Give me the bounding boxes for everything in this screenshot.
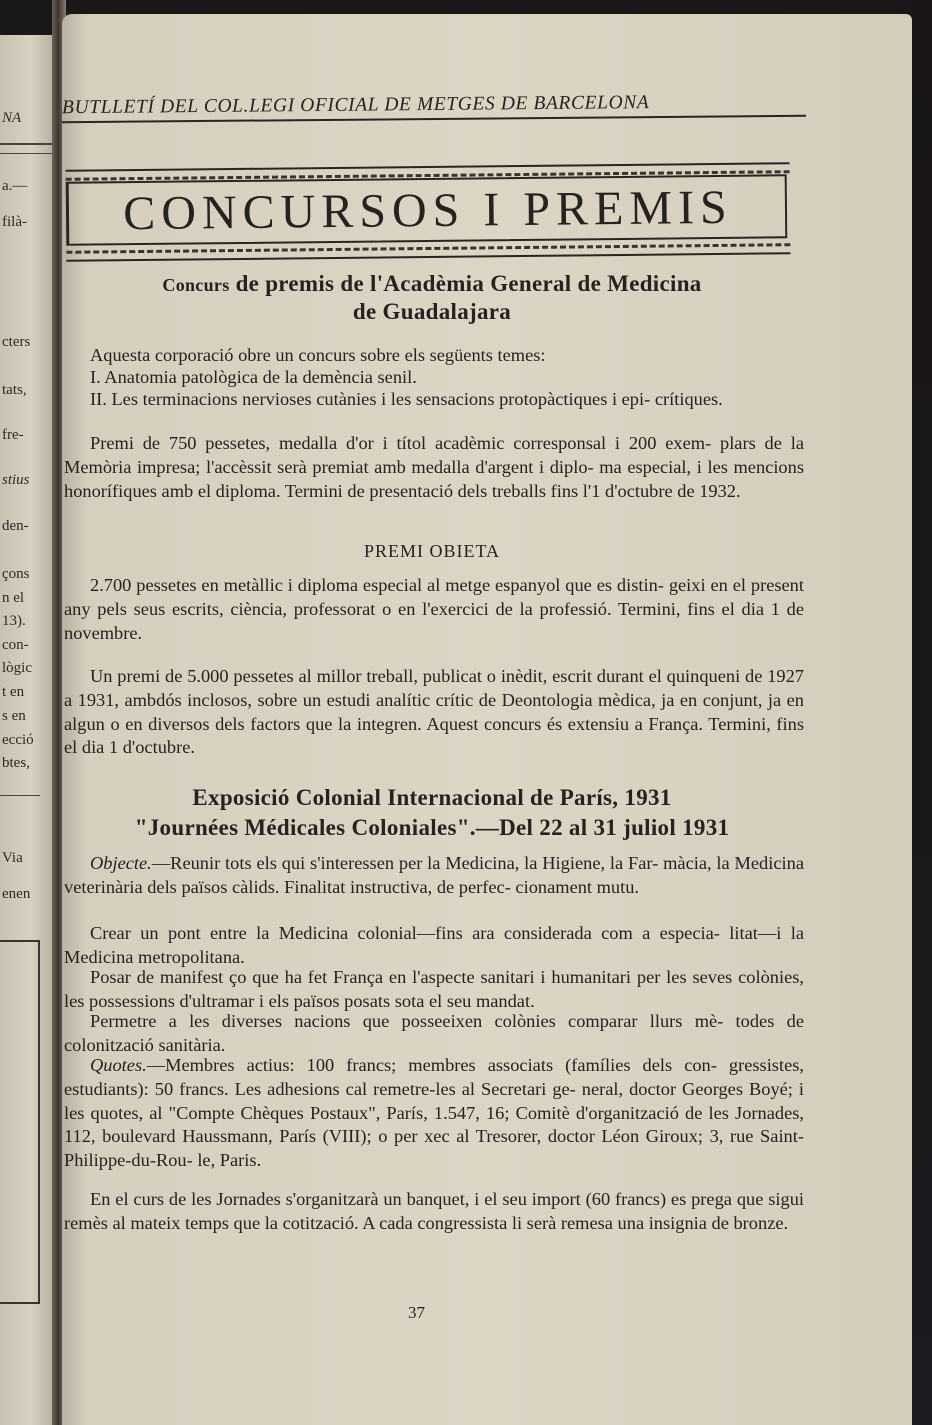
journal-header: BUTLLETÍ DEL COL.LEGI OFICIAL DE METGES DE BARCELONA	[61, 92, 650, 119]
left-page-fragment: t en	[2, 684, 25, 700]
run-in-label: Objecte.	[90, 853, 152, 873]
paragraph: Aquesta corporació obre un concurs sobre els següents temes:	[90, 345, 546, 365]
paragraph: Crear un pont entre la Medicina colonial—fins ara considerada com a especia- litat—i la Medicina metropolitana.	[64, 923, 804, 967]
left-page-fragment: ecció	[2, 732, 34, 748]
paragraph: Permetre a les diverses nacions que posseeixen colònies comparar llurs mè- todes de colonització sanitària.	[64, 1011, 804, 1055]
page-number: 37	[408, 1303, 425, 1322]
heading-prefix: Concurs	[162, 275, 230, 295]
article-heading: Exposició Colonial Internacional de París, 1931	[192, 785, 672, 810]
run-in-label: Quotes.	[90, 1055, 147, 1075]
subheading: PREMI OBIETA	[363, 541, 501, 561]
paragraph: Objecte.—Reunir tots els qui s'interessen per la Medicina, la Higiene, la Far- màcia, la Medicina veterinària dels països càlids. Finalitat instructiva, de perfec- cionament mutu.	[64, 853, 804, 897]
paragraph: II. Les terminacions nervioses cutànies i les sensacions protopàctiques i epi- crítiques.	[90, 389, 723, 409]
paragraph: 2.700 pessetes en metàllic i diploma especial al metge espanyol que es distin- geixi en el present any pels seus escrits, ciència, professorat o en l'exercici de la professió. Termini, fins el dia 1 de novembre.	[64, 575, 804, 643]
left-page-fragment: con-	[2, 637, 29, 653]
paragraph: En el curs de les Jornades s'organitzarà un banquet, i el seu import (60 francs) es prega que sigui remès al mateix temps que la cotització. A cada congressista li serà remesa una insignia de bronze.	[64, 1189, 804, 1233]
left-page-fragment: çons	[2, 566, 30, 582]
left-page-edge	[0, 35, 52, 1425]
section-banner	[66, 162, 791, 262]
left-page-rule	[0, 795, 40, 796]
left-page-fragment: a.—	[2, 178, 28, 194]
left-page-fragment: cters	[2, 334, 31, 350]
article-heading-line2: de Guadalajara	[352, 299, 512, 324]
section-title: CONCURSOS I PREMIS	[122, 180, 733, 241]
left-page-fragment: lògic	[2, 660, 32, 676]
left-page-box	[0, 940, 40, 1304]
left-page-fragment: n el	[2, 590, 25, 606]
paragraph: Posar de manifest ço que ha fet França en l'aspecte sanitari i humanitari per les seves colònies, les possessions d'ultramar i els països posats sota el seu mandat.	[64, 967, 804, 1011]
heading-text: de premis de l'Acadèmia General de Medicina	[235, 271, 702, 296]
left-page-fragment: btes,	[2, 755, 30, 771]
scan-edge-strip	[912, 0, 932, 1425]
left-page-fragment: enen	[2, 886, 31, 902]
paragraph: I. Anatomia patològica de la demència senil.	[90, 367, 417, 387]
paragraph: Premi de 750 pessetes, medalla d'or i títol acadèmic corresponsal i 200 exem- plars de la Memòria impresa; l'accèssit serà premiat amb medalla d'argent i diplo- ma especial, i les mencions honorífiques amb el diploma. Termini de presentació dels treballs fins l'1 d'octubre de 1932.	[64, 433, 804, 501]
left-page-fragment: tats,	[2, 382, 27, 398]
left-page-fragment: NA	[2, 110, 22, 126]
left-page-fragment: den-	[2, 518, 29, 534]
left-page-rule	[0, 153, 52, 154]
left-page-fragment: Via	[2, 850, 23, 866]
paragraph: Un premi de 5.000 pessetes al millor treball, publicat o inèdit, escrit durant el quinqueni de 1927 a 1931, ambdós inclosos, sobre un estudi analític crític de Deontologia mèdica, ja en conjunt, ja en algun o en diversos dels factors que la integren. Aquest concurs és extensiu a França. Termini, fins el dia 1 d'octubre.	[64, 666, 804, 758]
article-heading	[62, 270, 802, 299]
paragraph: Quotes.—Membres actius: 100 francs; membres associats (famílies dels con- gressistes, estudiants): 50 francs. Les adhesions cal remetre-les al Secretari ge- neral, doctor Georges Boyé; i les quotes, al "Compte Chèques Postaux", París, 1.547, 16; Comitè d'organització de les Jornades, 112, boulevard Haussmann, París (VIII); o per xec al Tresorer, doctor Léon Giroux; 3, rue Saint-Philippe-du-Rou- le, Paris.	[64, 1055, 804, 1171]
left-page-fragment: 13).	[2, 613, 26, 629]
left-page-fragment: stius	[2, 472, 30, 488]
article-heading-line2: "Journées Médicales Coloniales".—Del 22 al 31 juliol 1931	[134, 815, 730, 840]
left-page-rule	[0, 143, 52, 145]
left-page-fragment: s en	[2, 708, 26, 724]
left-page-fragment: filà-	[2, 214, 27, 230]
left-page-fragment: fre-	[2, 427, 24, 443]
